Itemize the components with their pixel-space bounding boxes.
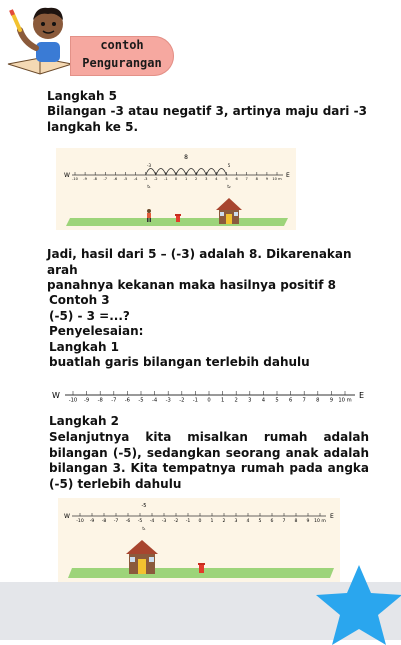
tick-label: -7 [111,397,117,404]
figure1-number-line [56,148,296,230]
tick-label: -4 [133,177,138,182]
tick-label: 6 [235,177,238,182]
tick-label: 3 [248,397,252,404]
tick-label: 3 [205,177,208,182]
tick-label: 5 [258,519,262,525]
east-label: E [330,513,334,520]
conclusion1 [47,247,377,294]
tick-label: -4 [149,519,155,525]
tick-label: 9 [329,397,334,404]
start-marker-label: -3 [147,163,151,168]
header-banner [70,36,174,76]
example3-solution-label: Penyelesaian: [49,324,144,338]
tick-label: -9 [84,397,90,404]
tick-label: 7 [245,177,248,182]
tick-label: -3 [143,177,148,182]
tick-label: 7 [302,397,306,404]
conclusion-line: Jadi, hasil dari 5 – (-3) adalah 8. Dikarenakan arah [47,247,352,277]
jump-count-label: 8 [184,154,188,161]
conclusion-line: panahnya kekanan maka hasilnya positif 8 [47,278,336,292]
tick-label: 10 m [272,177,282,182]
tick-label: -7 [103,177,108,182]
section1-paragraph: Bilangan -3 atau negatif 3, artinya maju dari -3 langkah ke 5. [47,104,367,134]
tick-label: -2 [173,519,179,525]
east-label: E [359,391,365,400]
end-sub-label: t₂ [227,184,231,189]
tick-label: 3 [234,519,238,525]
end-marker-label: 5 [227,163,231,168]
tick-label: -8 [97,397,103,404]
tick-label: 5 [225,177,228,182]
tick-label: -6 [113,177,118,182]
header [6,2,176,78]
tick-label: 10 m [338,397,352,404]
section1-heading: Langkah 5 [47,89,118,103]
tick-label: 0 [198,519,202,525]
east-label: E [286,172,290,179]
tick-label: 4 [261,397,266,404]
tick-label: -6 [125,519,131,525]
tick-label: 8 [255,177,258,182]
example3-step1-heading: Langkah 1 [49,339,120,354]
figure3-number-line [58,498,340,582]
tick-label: -7 [113,519,119,525]
tick-label: -10 [68,397,78,404]
tick-label: -1 [192,397,198,404]
tick-label: 1 [184,177,188,182]
tick-label: 1 [220,397,225,404]
tick-label: 2 [195,177,198,182]
example3-problem: (-5) - 3 =...? [49,308,130,323]
tick-label: -9 [89,519,95,525]
tick-label: -3 [161,519,167,525]
header-title-line1: contoh [100,38,144,52]
tick-label: -5 [138,397,144,404]
tick-label: -6 [124,397,130,404]
tick-label: -1 [185,519,191,525]
tick-label: 1 [210,519,214,525]
figure2-number-line [49,384,371,412]
tick-label: 7 [282,519,286,525]
fire-hydrant-icon [198,563,205,573]
tick-label: 8 [316,397,320,404]
west-label: W [64,513,70,520]
tick-label: -8 [93,177,97,182]
tick-label: 8 [294,519,298,525]
tick-label: -5 [137,519,143,525]
west-label: W [64,172,70,179]
tick-label: 2 [222,519,226,525]
tick-label: -10 [72,177,78,182]
tick-label: 0 [174,177,178,182]
west-label: W [52,391,60,400]
tick-label: 6 [270,519,274,525]
tick-label: -10 [76,519,84,525]
tick-label: 4 [246,519,250,525]
tick-label: 2 [234,397,238,404]
header-title-line2: Pengurangan [82,56,162,70]
tick-label: 4 [215,177,218,182]
tick-label: -8 [101,519,107,525]
example3-block [49,293,369,371]
marker-sub-label: t₁ [142,526,146,531]
section2-heading: Langkah 2 [49,414,120,428]
tick-label: -4 [152,397,158,404]
tick-label: -9 [83,177,87,182]
example3-step1-text: buatlah garis bilangan terlebih dahulu [49,355,310,369]
tick-label: -5 [123,177,128,182]
section2-paragraph: Selanjutnya kita misalkan rumah adalah bilangan (-5), sedangkan seorang anak adalah bilangan 3. Kita tempatnya rumah pada angka (-5) terlebih dahulu [49,430,369,491]
start-sub-label: t₁ [147,184,151,189]
tick-label: -2 [179,397,185,404]
marker-label: -5 [141,503,147,509]
tick-label: 0 [207,397,211,404]
tick-label: -3 [165,397,171,404]
tick-label: 9 [265,177,269,182]
tick-label: 5 [275,397,279,404]
example3-title: Contoh 3 [49,293,110,307]
tick-label: 9 [306,519,310,525]
tick-label: -1 [164,177,168,182]
tick-label: 10 m [314,519,326,525]
tick-label: 6 [288,397,293,404]
tick-label: -2 [154,177,158,182]
